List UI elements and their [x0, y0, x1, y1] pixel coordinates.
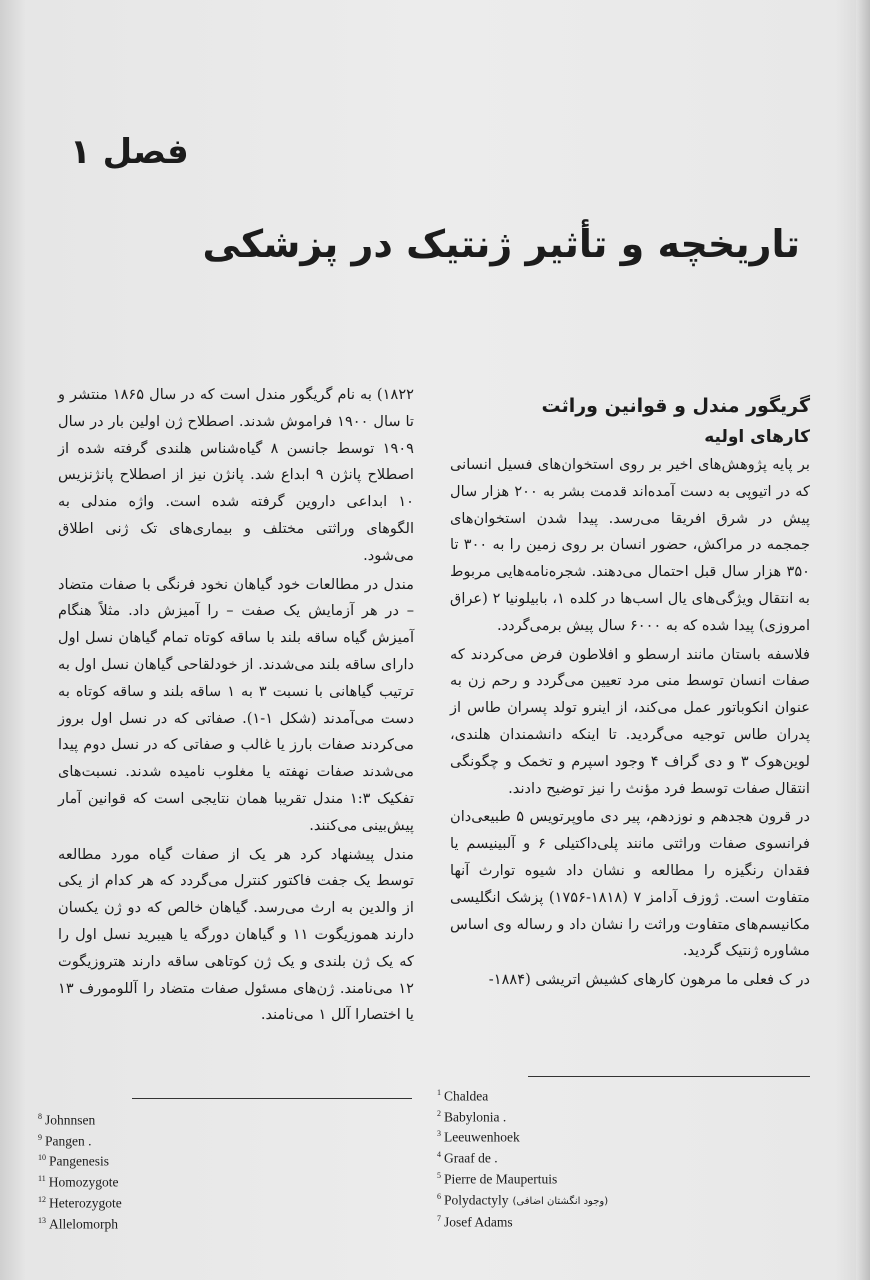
footnote: $^{10}$ Pangenesis	[38, 1153, 109, 1169]
footnotes-right	[437, 1084, 608, 1231]
footnote: $^{12}$ Heterozygote	[38, 1194, 122, 1211]
footnote: $^8$ Johnnsen	[38, 1112, 96, 1128]
footnote: $^{11}$ Homozygote	[38, 1174, 119, 1190]
section-subheading: کارهای اولیه	[704, 427, 810, 447]
page-title: تاریخچه و تأثیر ژنتیک در پزشکی	[202, 222, 800, 266]
paragraph: در ک فعلی ما مرهون کارهای کشیش اتریشی (۱۸۸۴-	[488, 971, 810, 989]
section-heading: گریگور مندل و قوانین وراثت	[541, 395, 810, 417]
footnote: $^3$ Leeuwenhoek	[437, 1129, 520, 1145]
right-column	[450, 390, 810, 996]
footnote-divider-right	[528, 1076, 810, 1077]
paragraph: بر پایه پژوهش‌های اخیر بر روی استخوان‌های فسیل انسانی که در اتیوپی به دست آمده‌اند قدمت بشر به ۲۰۰ هزار سال پیش در شرق افریقا می‌رسد. پیدا شدن استخوان‌های جمجمه در مراکش، حضور انسان بر روی زمین را به ۳۰۰ تا ۳۵۰ هزار سال قبل احتمال می‌دهند. شجره‌نامه‌هایی مربوط به انتقال ویژگی‌های یال اسب‌ها در کلده ۱، بابیلونیا ۲ (عراق امروزی) پیدا شده که به ۶۰۰۰ سال پیش برمی‌گردد.	[450, 456, 811, 634]
paragraph: ۱۸۲۲) به نام گریگور مندل است که در سال ۱۸۶۵ منتشر و تا سال ۱۹۰۰ فراموش شدند. اصطلاح ژن اولین بار در سال ۱۹۰۹ توسط جانسن ۸ گیاه‌شناس هلندی گرفته شده از اصطلاح پانژن ۹ ابداع شد. پانژن نیز از اصطلاح پانژنزیس ۱۰ ابداعی داروین گرفته شده است. واژه مندلی به الگوهای وراثتی مختلف و بیماری‌های تک ژنی اطلاق می‌شود.	[58, 386, 414, 564]
footnote: $^5$ Pierre de Maupertuis	[437, 1170, 558, 1187]
footnote: $^6$ Polydactyly (وجود انگشتان اضافی)	[437, 1191, 609, 1208]
page-edge	[856, 0, 870, 1280]
paragraph: مندل در مطالعات خود گیاهان نخود فرنگی با صفات متضاد – در هر آزمایش یک صفت – را آمیزش داد. مثلاً هنگام آمیزش گیاه ساقه بلند با ساقه کوتاه تمام گیاهان نسل اول دارای ساقه بلند می‌شدند. از خودلقاحی گیاهان نسل اول به ترتیب گیاهانی با نسبت ۳ به ۱ ساقه بلند و ساقه کوتاه به دست می‌آمدند (شکل ۱-۱). صفاتی که در نسل اول بروز می‌کردند صفات بارز یا غالب و صفاتی که در نسل دوم پیدا می‌شدند صفات نهفته یا مغلوب نامیده شدند. نسبت‌های تفکیک ۱:۳ مندل تقریبا همان نتایجی است که قوانین آمار پیش‌بینی می‌کنند.	[58, 575, 415, 834]
left-column	[58, 382, 414, 1031]
footnotes-left	[38, 1108, 122, 1232]
footnote: $^9$ Pangen .	[38, 1132, 92, 1149]
footnote: $^7$ Josef Adams	[437, 1214, 513, 1230]
paragraph: در قرون هجدهم و نوزدهم، پیر دی ماوپرتویس ۵ طبیعی‌دان فرانسوی صفات وراثتی مانند پلی‌داکتیلی ۶ و آلبینیسم یا فقدان رنگیزه را مطالعه و نشان داد شیوه توارث آنها متفاوت است. ژوزف آدامز ۷ (۱۸۱۸-۱۷۵۶) پزشک انگلیسی مکانیسم‌های متفاوت وراثت را نشان داد و رساله وی اساس مشاوره ژنتیک گردید.	[450, 808, 810, 960]
footnote: $^1$ Chaldea	[437, 1088, 489, 1104]
paragraph: مندل پیشنهاد کرد هر یک از صفات گیاه مورد مطالعه توسط یک جفت فاکتور کنترل می‌گردد که هر کدام از یکی از والدین به ارث می‌رسد. گیاهان خالص که دو ژن یکسان دارند هموزیگوت ۱۱ و گیاهان دورگه یا هیبرید نسل اول را که یک ژن بلندی و یک ژن کوتاهی ساقه دارند هتروزیگوت ۱۲ می‌نامند. ژن‌های مسئول صفات متضاد را آللومورف ۱۳ یا اختصارا آلل ۱ می‌نامند.	[58, 845, 414, 1024]
chapter-label: فصل ۱	[70, 132, 189, 172]
footnote: $^4$ Graaf de .	[437, 1150, 498, 1166]
paragraph: فلاسفه باستان مانند ارسطو و افلاطون فرض می‌کردند که صفات انسان توسط منی مرد تعیین می‌گردد و رحم زن به عنوان انکوباتور عمل می‌کند، از اینرو تولد پسران طاس از پدران طاس توجیه می‌گردید. تا اینکه دانشمندان هلندی، لوین‌هوک ۳ و دی گراف ۴ وجود اسپرم و تخمک و چگونگی انتقال صفات توسط فرد مؤنث را نیز توضیح دادند.	[450, 645, 811, 797]
footnote: $^{13}$ Allelomorph	[38, 1215, 118, 1232]
footnote: $^2$ Babylonia .	[437, 1108, 507, 1125]
footnote-divider-left	[132, 1098, 412, 1099]
